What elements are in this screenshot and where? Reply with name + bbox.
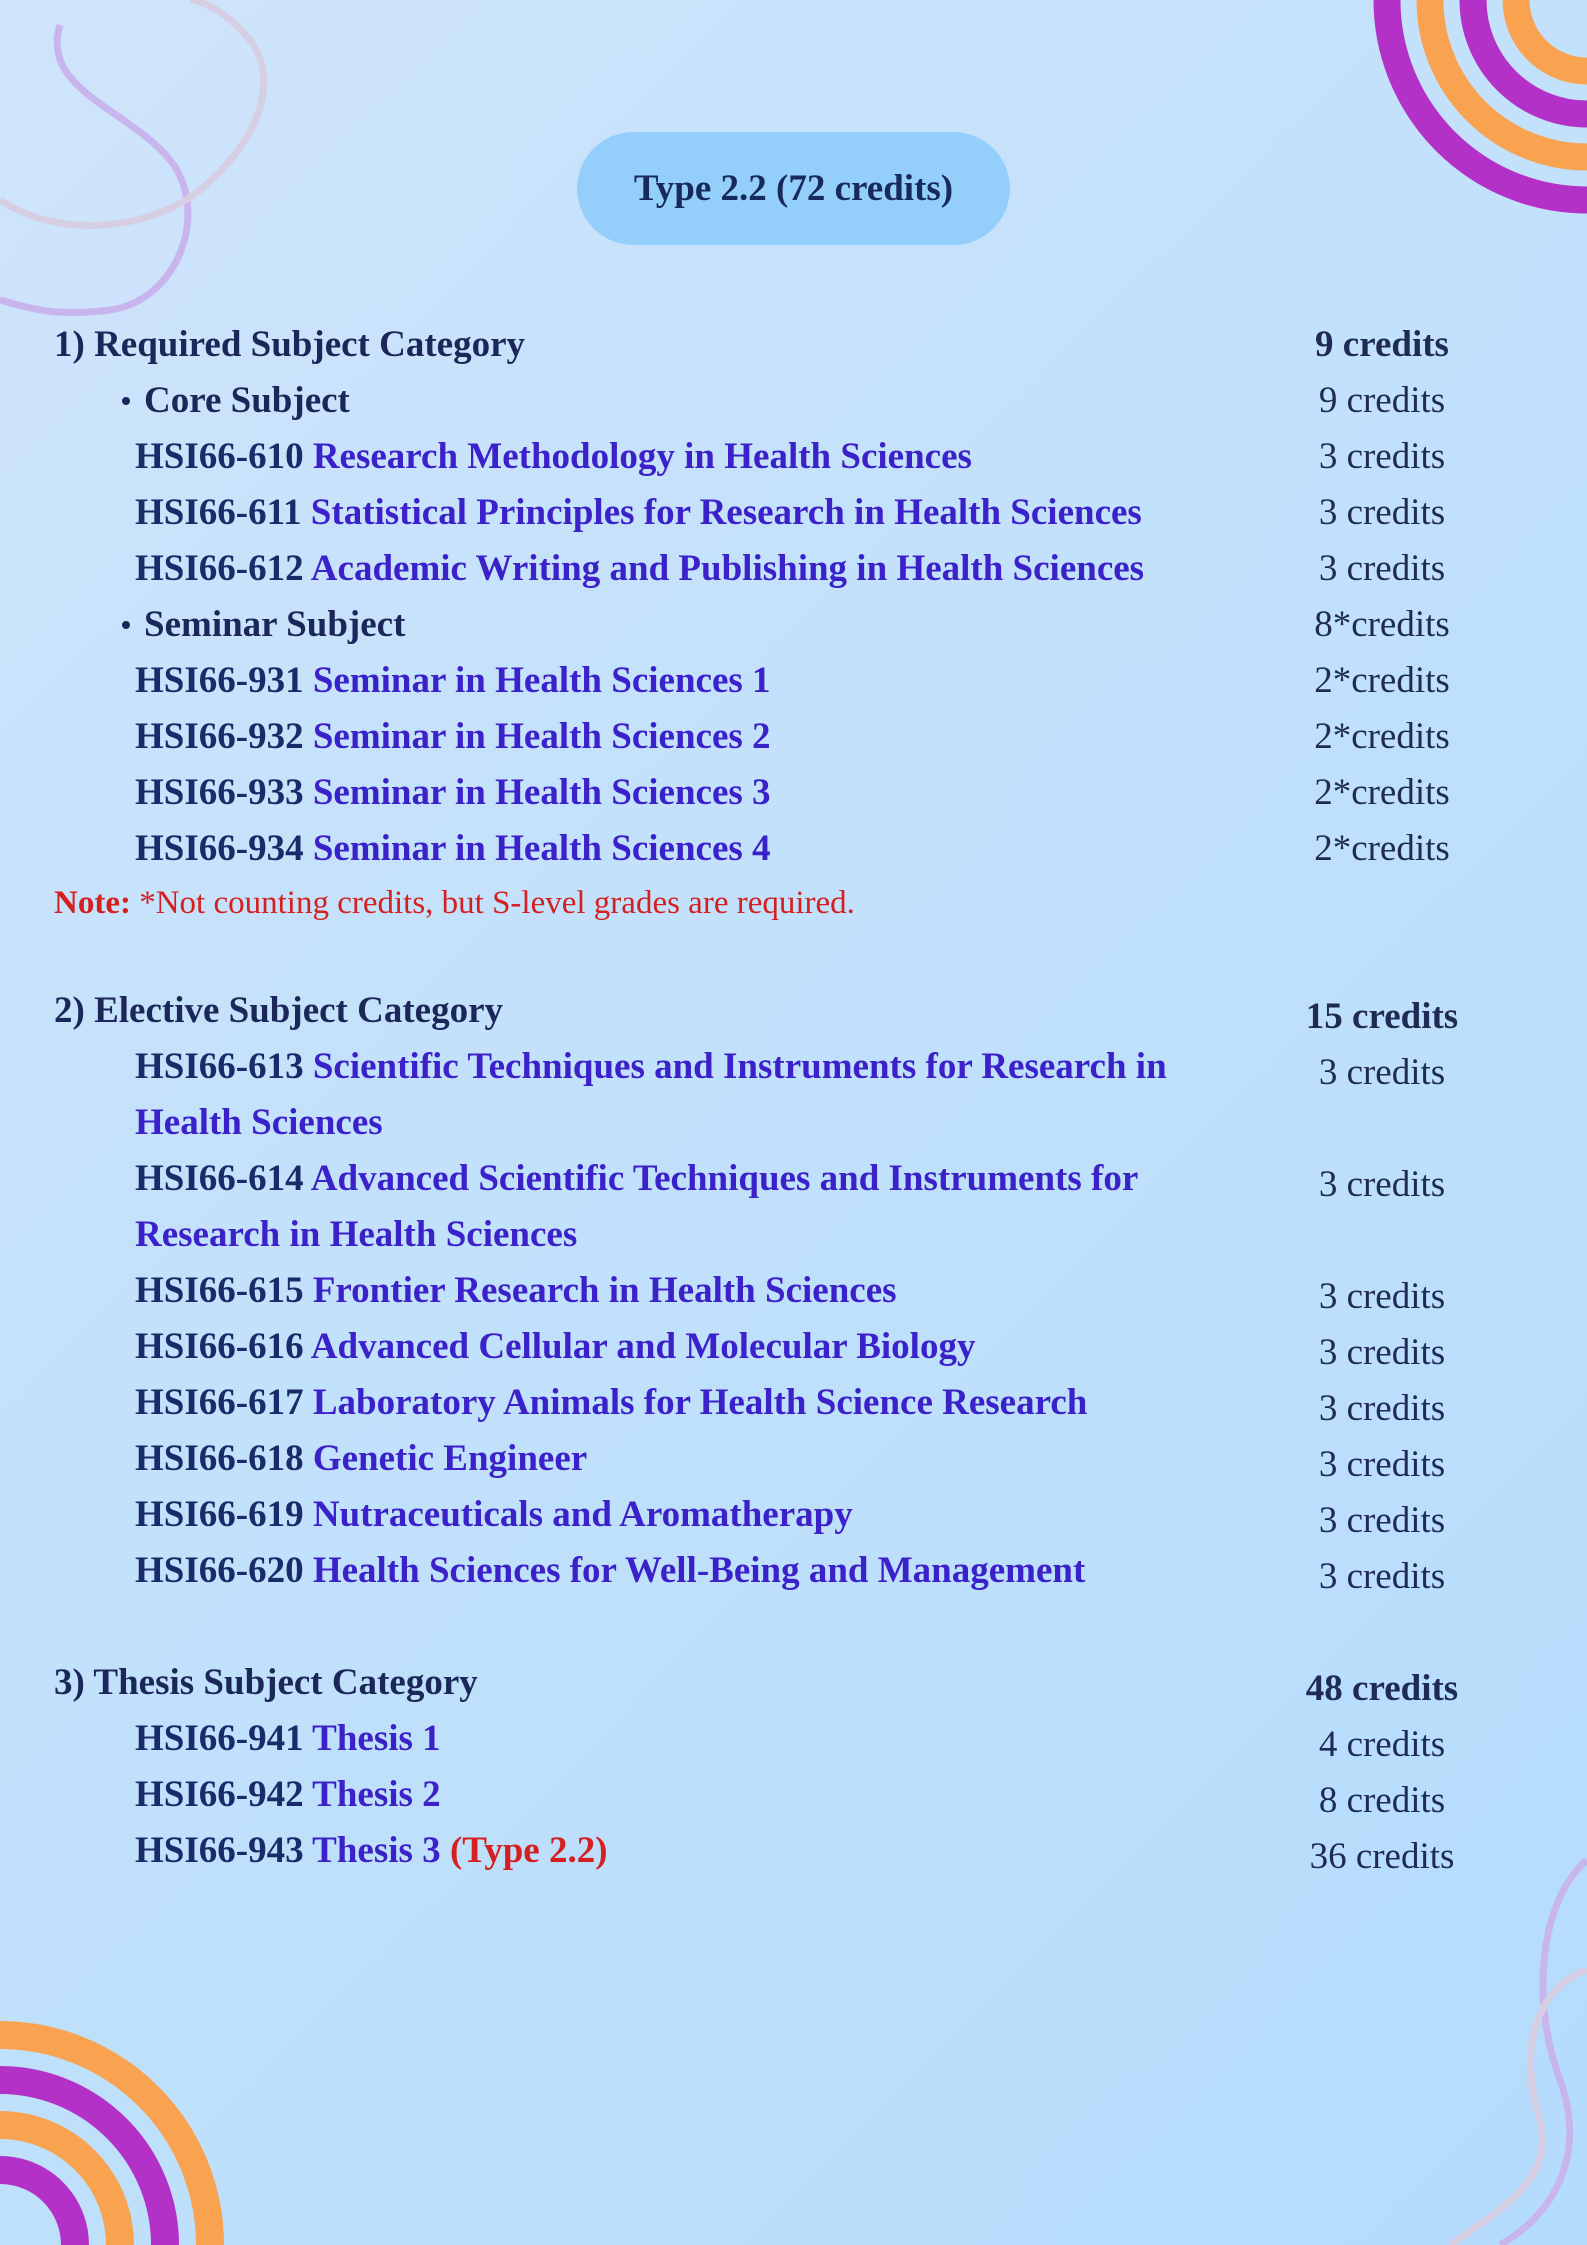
- category-heading: 3) Thesis Subject Category: [54, 1662, 478, 1703]
- thesis-category-header: [0, 1655, 1587, 1711]
- course-row: [0, 1319, 1587, 1375]
- note-row: [0, 875, 1587, 931]
- subgroup-label: Seminar Subject: [144, 604, 406, 645]
- course-title: Frontier Research in Health Sciences: [312, 1270, 897, 1311]
- course-credits: 3 credits: [1318, 1052, 1446, 1093]
- course-credits: 3 credits: [1318, 492, 1446, 533]
- course-code: HSI66-943: [135, 1830, 304, 1871]
- note-text: *Not counting credits, but S-level grades are required.: [139, 885, 855, 921]
- course-title: Statistical Principles for Research in Health Sciences: [310, 492, 1142, 533]
- course-code: HSI66-941: [135, 1718, 304, 1759]
- course-credits: 2*credits: [1314, 828, 1450, 869]
- course-title: Thesis 3: [312, 1830, 441, 1871]
- course-credits: 2*credits: [1314, 772, 1450, 813]
- course-credits: 4 credits: [1318, 1724, 1446, 1765]
- course-code: HSI66-616: [135, 1326, 304, 1367]
- course-title: Advanced Cellular and Molecular Biology: [310, 1326, 976, 1367]
- course-row: [0, 1375, 1587, 1431]
- course-code: HSI66-933: [135, 772, 304, 813]
- core-subject-header: [0, 373, 1587, 429]
- subgroup-credits: 8*credits: [1314, 604, 1450, 645]
- course-title-cont: Research in Health Sciences: [135, 1214, 578, 1255]
- course-credits: 3 credits: [1318, 1388, 1446, 1429]
- course-title-continuation: [0, 1207, 1587, 1263]
- course-credits: 3 credits: [1318, 1332, 1446, 1373]
- course-title: Thesis 1: [312, 1718, 441, 1759]
- course-row: [0, 1039, 1587, 1095]
- course-title: Advanced Scientific Techniques and Instruments for: [310, 1158, 1139, 1199]
- course-row: [0, 1767, 1587, 1823]
- course-title-continuation: [0, 1095, 1587, 1151]
- subgroup-credits: 9 credits: [1318, 380, 1446, 421]
- course-title: Seminar in Health Sciences 4: [312, 828, 771, 869]
- course-title: Laboratory Animals for Health Science Research: [312, 1382, 1088, 1423]
- course-credits: 2*credits: [1314, 660, 1450, 701]
- course-row: [0, 1823, 1587, 1879]
- course-code: HSI66-932: [135, 716, 304, 757]
- course-row: [0, 1487, 1587, 1543]
- course-credits: 8 credits: [1318, 1780, 1446, 1821]
- course-credits: 3 credits: [1318, 1276, 1446, 1317]
- category-credits: 15 credits: [1305, 996, 1459, 1037]
- course-title: Nutraceuticals and Aromatherapy: [312, 1494, 853, 1535]
- category-heading: 2) Elective Subject Category: [54, 990, 504, 1031]
- course-code: HSI66-615: [135, 1270, 304, 1311]
- course-code: HSI66-614: [135, 1158, 304, 1199]
- category-credits: 9 credits: [1315, 324, 1449, 365]
- bullet-icon: [122, 621, 130, 629]
- course-code: HSI66-611: [135, 492, 302, 533]
- course-row: [0, 429, 1587, 485]
- course-title: Genetic Engineer: [312, 1438, 588, 1479]
- type-tag: (Type 2.2): [449, 1830, 608, 1871]
- course-credits: 3 credits: [1318, 1500, 1446, 1541]
- course-row: [0, 1711, 1587, 1767]
- course-credits: 36 credits: [1309, 1836, 1455, 1877]
- course-title: Thesis 2: [312, 1774, 441, 1815]
- course-credits: 3 credits: [1318, 1556, 1446, 1597]
- course-title-cont: Health Sciences: [135, 1102, 383, 1143]
- subgroup-label: Core Subject: [144, 380, 350, 421]
- note-label: Note:: [54, 885, 131, 921]
- course-row: [0, 541, 1587, 597]
- course-code: HSI66-610: [135, 436, 304, 477]
- course-code: HSI66-613: [135, 1046, 304, 1087]
- required-category-header: [0, 317, 1587, 373]
- course-row: [0, 1151, 1587, 1207]
- course-title: Research Methodology in Health Sciences: [312, 436, 972, 477]
- course-credits: 2*credits: [1314, 716, 1450, 757]
- course-row: [0, 1543, 1587, 1599]
- course-code: HSI66-619: [135, 1494, 304, 1535]
- course-title: Scientific Techniques and Instruments for Research in: [312, 1046, 1167, 1087]
- course-row: [0, 821, 1587, 877]
- elective-category-header: [0, 983, 1587, 1039]
- plan-type-badge: [577, 132, 1010, 245]
- bullet-icon: [122, 397, 130, 405]
- category-heading: 1) Required Subject Category: [54, 324, 526, 365]
- course-credits: 3 credits: [1318, 436, 1446, 477]
- course-title: Health Sciences for Well-Being and Management: [312, 1550, 1086, 1591]
- course-credits: 3 credits: [1318, 1444, 1446, 1485]
- course-code: HSI66-931: [135, 660, 304, 701]
- course-title: Academic Writing and Publishing in Health Sciences: [310, 548, 1145, 589]
- course-title: Seminar in Health Sciences 2: [312, 716, 771, 757]
- course-code: HSI66-612: [135, 548, 304, 589]
- course-code: HSI66-618: [135, 1438, 304, 1479]
- course-code: HSI66-620: [135, 1550, 304, 1591]
- category-credits: 48 credits: [1305, 1668, 1459, 1709]
- course-code: HSI66-934: [135, 828, 304, 869]
- course-title: Seminar in Health Sciences 1: [312, 660, 771, 701]
- plan-type-title: Type 2.2 (72 credits): [633, 168, 954, 209]
- course-row: [0, 709, 1587, 765]
- course-credits: 3 credits: [1318, 1164, 1446, 1205]
- course-row: [0, 1431, 1587, 1487]
- course-row: [0, 765, 1587, 821]
- course-credits: 3 credits: [1318, 548, 1446, 589]
- seminar-subject-header: [0, 597, 1587, 653]
- course-code: HSI66-942: [135, 1774, 304, 1815]
- course-row: [0, 653, 1587, 709]
- course-row: [0, 485, 1587, 541]
- course-title: Seminar in Health Sciences 3: [312, 772, 771, 813]
- course-row: [0, 1263, 1587, 1319]
- course-code: HSI66-617: [135, 1382, 304, 1423]
